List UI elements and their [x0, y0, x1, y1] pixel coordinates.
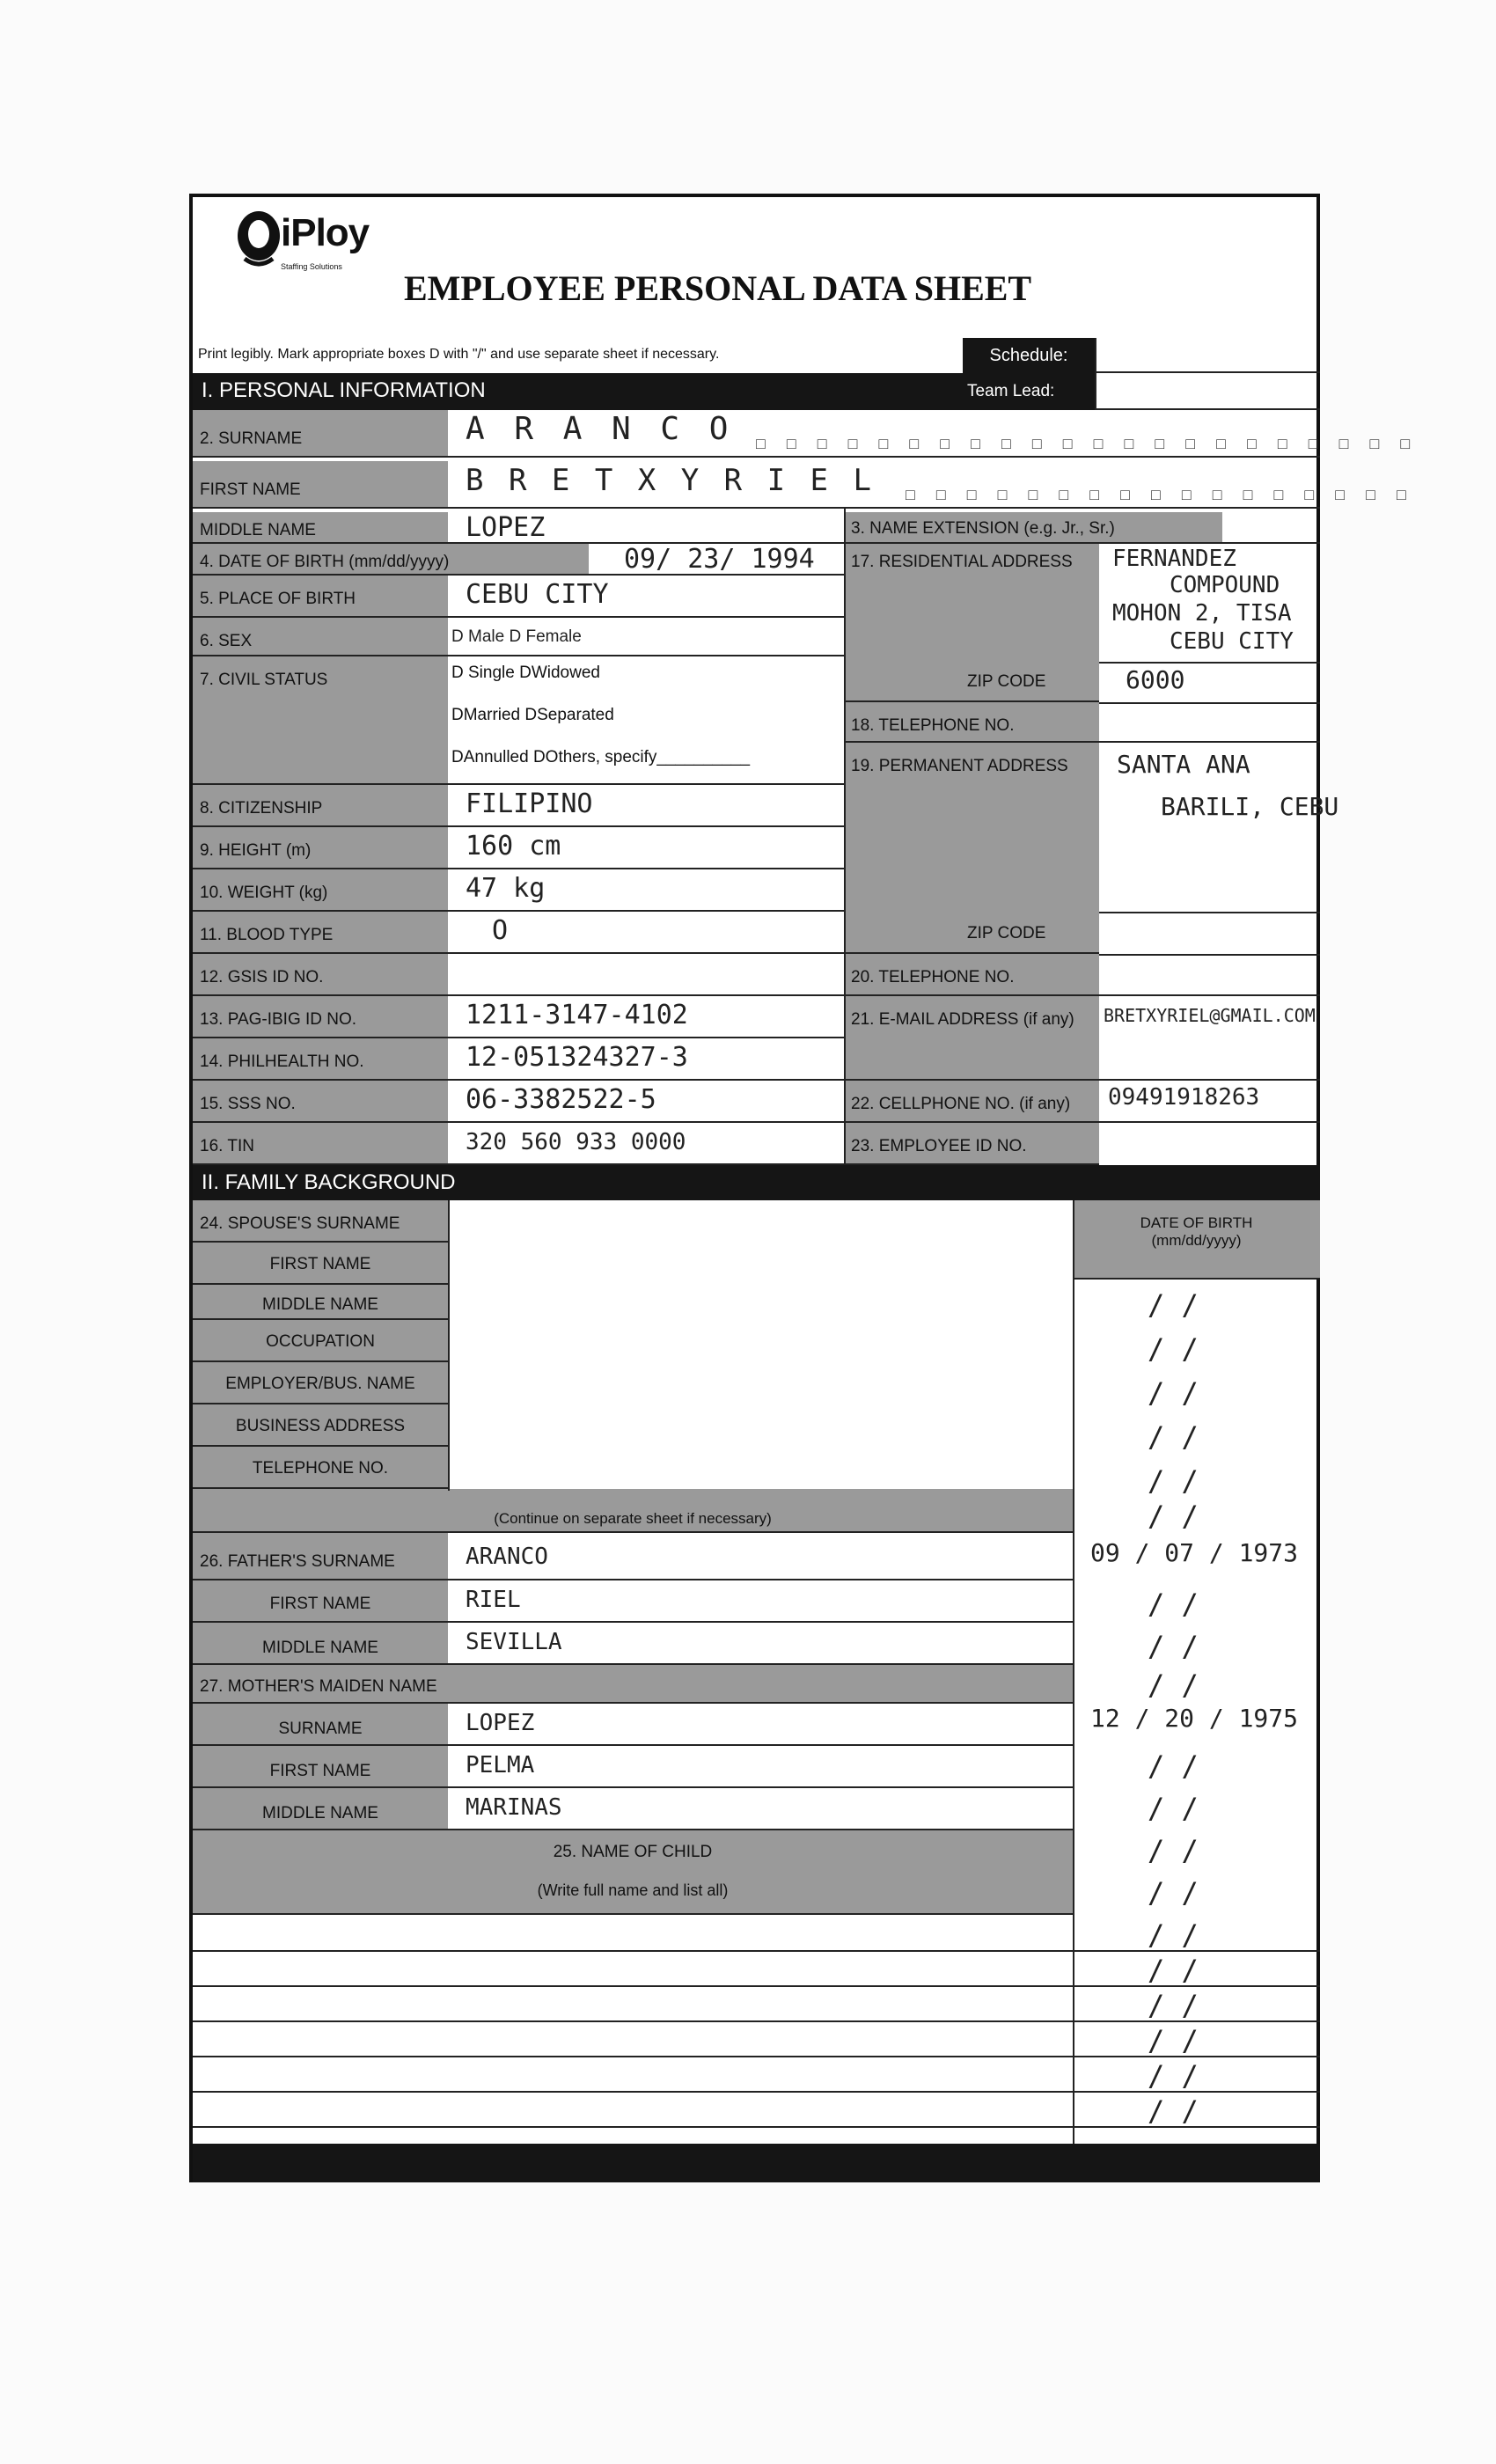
section-personal-information: I. PERSONAL INFORMATION: [193, 373, 1095, 410]
civil-status-label: 7. CIVIL STATUS: [193, 656, 448, 785]
date-slash[interactable]: / /: [1148, 2024, 1199, 2057]
mother-maiden-name-label: 27. MOTHER'S MAIDEN NAME: [193, 1665, 1073, 1704]
civil-status-line-2[interactable]: DMarried DSeparated: [451, 706, 614, 724]
date-slash[interactable]: / /: [1148, 1332, 1199, 1366]
mother-middle-name-label: MIDDLE NAME: [193, 1788, 448, 1830]
employer-label: EMPLOYER/BUS. NAME: [193, 1362, 448, 1404]
first-name-value[interactable]: B R E T X Y R I E L: [448, 461, 1320, 509]
mother-middle-name-value[interactable]: MARINAS: [448, 1788, 1073, 1830]
sex-options[interactable]: D Male D Female: [448, 618, 844, 656]
date-slash[interactable]: / /: [1148, 1464, 1199, 1498]
form-title: EMPLOYEE PERSONAL DATA SHEET: [404, 268, 1032, 308]
cellphone-value[interactable]: 09491918263: [1108, 1084, 1260, 1111]
permanent-address-label: 19. PERMANENT ADDRESS: [844, 743, 1099, 954]
date-slash[interactable]: / /: [1148, 1668, 1199, 1702]
pagibig-label: 13. PAG-IBIG ID NO.: [193, 996, 448, 1038]
date-slash[interactable]: / /: [1148, 1918, 1199, 1952]
father-dob-value[interactable]: 09 / 07 / 1973: [1090, 1538, 1299, 1567]
weight-value[interactable]: 47 kg: [448, 869, 844, 912]
civil-status-line-1[interactable]: D Single DWidowed: [451, 664, 600, 682]
business-address-label: BUSINESS ADDRESS: [193, 1404, 448, 1447]
father-middle-name-label: MIDDLE NAME: [193, 1623, 448, 1665]
philhealth-value[interactable]: 12-051324327-3: [448, 1038, 844, 1081]
date-slash[interactable]: / /: [1148, 1500, 1199, 1533]
dob-label: 4. DATE OF BIRTH (mm/dd/yyyy): [193, 544, 589, 576]
residential-address-label: 17. RESIDENTIAL ADDRESS: [844, 544, 1099, 702]
letter-boxes: □□□□□□□□□□□□□□□□□□□□□□: [756, 435, 1432, 452]
surname-value[interactable]: A R A N C O: [448, 410, 1320, 458]
occupation-label: OCCUPATION: [193, 1320, 448, 1362]
telephone-2-label: 20. TELEPHONE NO.: [844, 954, 1099, 996]
father-surname-label: 26. FATHER'S SURNAME: [193, 1533, 448, 1580]
dob-header-text: DATE OF BIRTH: [1140, 1214, 1253, 1231]
logo-tagline: Staffing Solutions: [281, 262, 342, 271]
date-slash[interactable]: / /: [1148, 1876, 1199, 1910]
perm-addr-line-2[interactable]: BARILI, CEBU: [1161, 792, 1339, 821]
date-slash[interactable]: / /: [1148, 1749, 1199, 1783]
team-lead-label: Team Lead:: [967, 382, 1055, 400]
tin-label: 16. TIN: [193, 1123, 448, 1165]
date-slash[interactable]: / /: [1148, 2094, 1199, 2128]
date-slash[interactable]: / /: [1148, 1420, 1199, 1454]
tin-value[interactable]: 320 560 933 0000: [448, 1123, 844, 1165]
blood-type-label: 11. BLOOD TYPE: [193, 912, 448, 954]
res-addr-line-3[interactable]: MOHON 2, TISA: [1112, 600, 1292, 627]
pob-value[interactable]: CEBU CITY: [448, 576, 844, 618]
date-slash[interactable]: / /: [1148, 1376, 1199, 1410]
res-addr-line-1[interactable]: FERNANDEZ: [1112, 546, 1236, 572]
first-name-label: FIRST NAME: [193, 461, 448, 509]
mother-first-name-value[interactable]: PELMA: [448, 1746, 1073, 1788]
telephone-label: 18. TELEPHONE NO.: [844, 702, 1099, 743]
dob-value[interactable]: 09/ 23/ 1994: [589, 540, 844, 576]
date-slash[interactable]: / /: [1148, 1588, 1199, 1621]
zip-code-value[interactable]: 6000: [1126, 665, 1185, 694]
spouse-first-name-label: FIRST NAME: [193, 1243, 448, 1285]
zip-code-2-label: ZIP CODE: [967, 924, 1046, 942]
logo-text: iPloy: [281, 211, 370, 254]
pagibig-value[interactable]: 1211-3147-4102: [448, 996, 844, 1038]
pob-label: 5. PLACE OF BIRTH: [193, 576, 448, 618]
section-family-background: II. FAMILY BACKGROUND: [193, 1165, 1320, 1200]
father-middle-name-value[interactable]: SEVILLA: [448, 1623, 1073, 1665]
iploy-logo-icon: [232, 208, 285, 269]
continue-note: (Continue on separate sheet if necessary): [193, 1489, 1073, 1533]
name-extension-value[interactable]: [1222, 509, 1320, 544]
cellphone-label: 22. CELLPHONE NO. (if any): [844, 1081, 1099, 1123]
dob-format: (mm/dd/yyyy): [1151, 1232, 1242, 1249]
civil-status-line-3[interactable]: DAnnulled DOthers, specify__________: [451, 748, 751, 766]
sss-label: 15. SSS NO.: [193, 1081, 448, 1123]
perm-addr-line-1[interactable]: SANTA ANA: [1117, 750, 1250, 779]
telephone-no-label: TELEPHONE NO.: [193, 1447, 448, 1489]
mother-surname-value[interactable]: LOPEZ: [448, 1704, 1073, 1746]
sex-label: 6. SEX: [193, 618, 448, 656]
employee-id-label: 23. EMPLOYEE ID NO.: [844, 1123, 1099, 1165]
name-extension-label: 3. NAME EXTENSION (e.g. Jr., Sr.): [844, 512, 1222, 544]
email-value[interactable]: BRETXYRIEL@GMAIL.COM: [1104, 1005, 1316, 1026]
footer-bar: [193, 2144, 1320, 2182]
spouse-middle-name-label: MIDDLE NAME: [193, 1285, 448, 1320]
sss-value[interactable]: 06-3382522-5: [448, 1081, 844, 1123]
mother-dob-value[interactable]: 12 / 20 / 1975: [1090, 1704, 1299, 1733]
res-addr-line-4[interactable]: CEBU CITY: [1170, 628, 1294, 655]
dob-header: [1073, 1200, 1320, 1280]
date-slash[interactable]: / /: [1148, 1792, 1199, 1825]
citizenship-label: 8. CITIZENSHIP: [193, 785, 448, 827]
height-label: 9. HEIGHT (m): [193, 827, 448, 869]
spouse-surname-label: 24. SPOUSE'S SURNAME: [193, 1200, 448, 1243]
date-slash[interactable]: / /: [1148, 1989, 1199, 2022]
zip-code-label: ZIP CODE: [967, 672, 1046, 691]
letter-boxes-first: □□□□□□□□□□□□□□□□□: [906, 486, 1427, 503]
philhealth-label: 14. PHILHEALTH NO.: [193, 1038, 448, 1081]
surname-label: 2. SURNAME: [193, 410, 448, 458]
middle-name-label: MIDDLE NAME: [193, 512, 448, 544]
father-first-name-label: FIRST NAME: [193, 1580, 448, 1623]
child-note: (Write full name and list all): [537, 1881, 729, 1899]
gsis-value[interactable]: [448, 954, 844, 996]
res-addr-line-2[interactable]: COMPOUND: [1170, 572, 1280, 598]
date-slash[interactable]: / /: [1148, 1288, 1199, 1322]
mother-first-name-label: FIRST NAME: [193, 1746, 448, 1788]
date-slash[interactable]: / /: [1148, 1630, 1199, 1663]
email-label: 21. E-MAIL ADDRESS (if any): [844, 996, 1099, 1081]
date-slash[interactable]: / /: [1148, 2059, 1199, 2093]
personal-data-sheet-form: [189, 194, 1432, 2182]
father-surname-value[interactable]: ARANCO: [448, 1533, 1073, 1580]
schedule-label: Schedule:: [963, 338, 1095, 373]
blood-type-value[interactable]: O: [448, 912, 844, 954]
weight-label: 10. WEIGHT (kg): [193, 869, 448, 912]
instructions: Print legibly. Mark appropriate boxes D with "/" and use separate sheet if necessary.: [198, 347, 720, 362]
citizenship-value[interactable]: FILIPINO: [448, 785, 844, 827]
date-slash[interactable]: / /: [1148, 1954, 1199, 1987]
middle-name-value[interactable]: LOPEZ: [448, 509, 844, 544]
child-label-block: [193, 1830, 1073, 1915]
height-value[interactable]: 160 cm: [448, 827, 844, 869]
date-slash[interactable]: / /: [1148, 1834, 1199, 1867]
father-first-name-value[interactable]: RIEL: [448, 1580, 1073, 1623]
mother-surname-label: SURNAME: [193, 1704, 448, 1746]
gsis-label: 12. GSIS ID NO.: [193, 954, 448, 996]
child-label: 25. NAME OF CHILD: [553, 1843, 713, 1861]
